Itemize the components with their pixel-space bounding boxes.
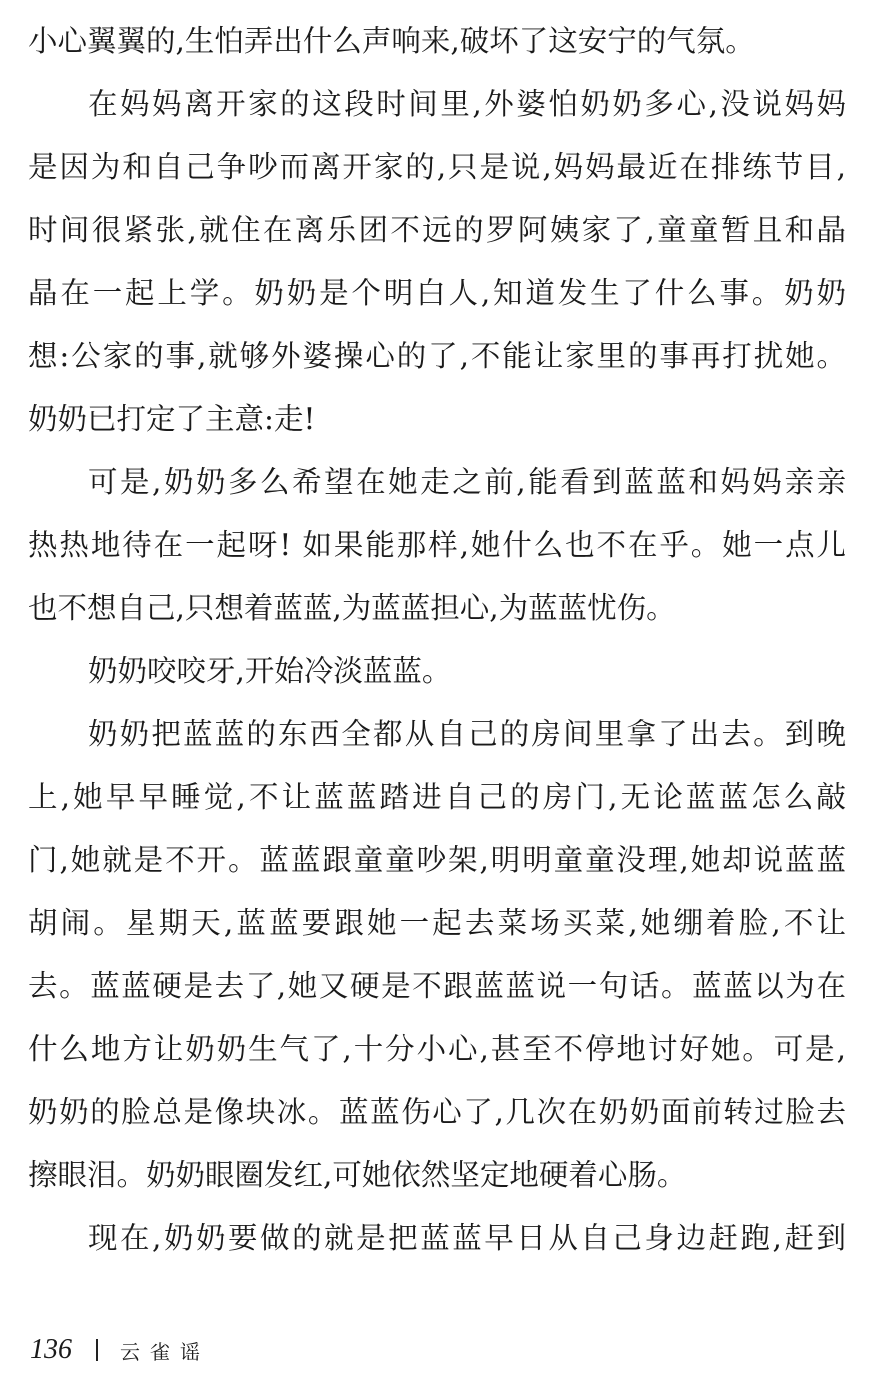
book-title: 云雀谣 <box>120 1339 210 1364</box>
text-line: 门,她就是不开。蓝蓝跟童童吵架,明明童童没理,她却说蓝蓝 <box>28 843 846 877</box>
text-line: 上,她早早睡觉,不让蓝蓝踏进自己的房门,无论蓝蓝怎么敲 <box>28 780 846 814</box>
text-line: 也不想自己,只想着蓝蓝,为蓝蓝担心,为蓝蓝忧伤。 <box>28 591 676 625</box>
text-line: 时间很紧张,就住在离乐团不远的罗阿姨家了,童童暂且和晶 <box>28 213 846 247</box>
page-number: 136 <box>30 1334 72 1365</box>
text-line: 小心翼翼的,生怕弄出什么声响来,破坏了这安宁的气氛。 <box>28 24 755 58</box>
text-line: 热热地待在一起呀! 如果能那样,她什么也不在乎。她一点儿 <box>28 528 846 562</box>
footer-divider <box>96 1339 98 1361</box>
text-line: 胡闹。星期天,蓝蓝要跟她一起去菜场买菜,她绷着脸,不让 <box>28 906 846 940</box>
text-line: 奶奶的脸总是像块冰。蓝蓝伤心了,几次在奶奶面前转过脸去 <box>28 1095 846 1129</box>
text-line: 现在,奶奶要做的就是把蓝蓝早日从自己身边赶跑,赶到 <box>88 1221 846 1255</box>
page-footer <box>30 1330 210 1370</box>
text-line: 什么地方让奶奶生气了,十分小心,甚至不停地讨好她。可是, <box>28 1032 846 1066</box>
body-text <box>28 14 846 1274</box>
text-line: 在妈妈离开家的这段时间里,外婆怕奶奶多心,没说妈妈 <box>88 87 846 121</box>
text-line: 晶在一起上学。奶奶是个明白人,知道发生了什么事。奶奶 <box>28 276 846 310</box>
text-line: 是因为和自己争吵而离开家的,只是说,妈妈最近在排练节目, <box>28 150 846 184</box>
text-line: 想:公家的事,就够外婆操心的了,不能让家里的事再打扰她。 <box>28 339 846 373</box>
text-line: 去。蓝蓝硬是去了,她又硬是不跟蓝蓝说一句话。蓝蓝以为在 <box>28 969 846 1003</box>
text-line: 可是,奶奶多么希望在她走之前,能看到蓝蓝和妈妈亲亲 <box>88 465 846 499</box>
text-line: 奶奶咬咬牙,开始冷淡蓝蓝。 <box>88 654 452 688</box>
text-line: 奶奶已打定了主意:走! <box>28 402 316 436</box>
text-line: 奶奶把蓝蓝的东西全都从自己的房间里拿了出去。到晚 <box>88 717 846 751</box>
text-line: 擦眼泪。奶奶眼圈发红,可她依然坚定地硬着心肠。 <box>28 1158 687 1192</box>
